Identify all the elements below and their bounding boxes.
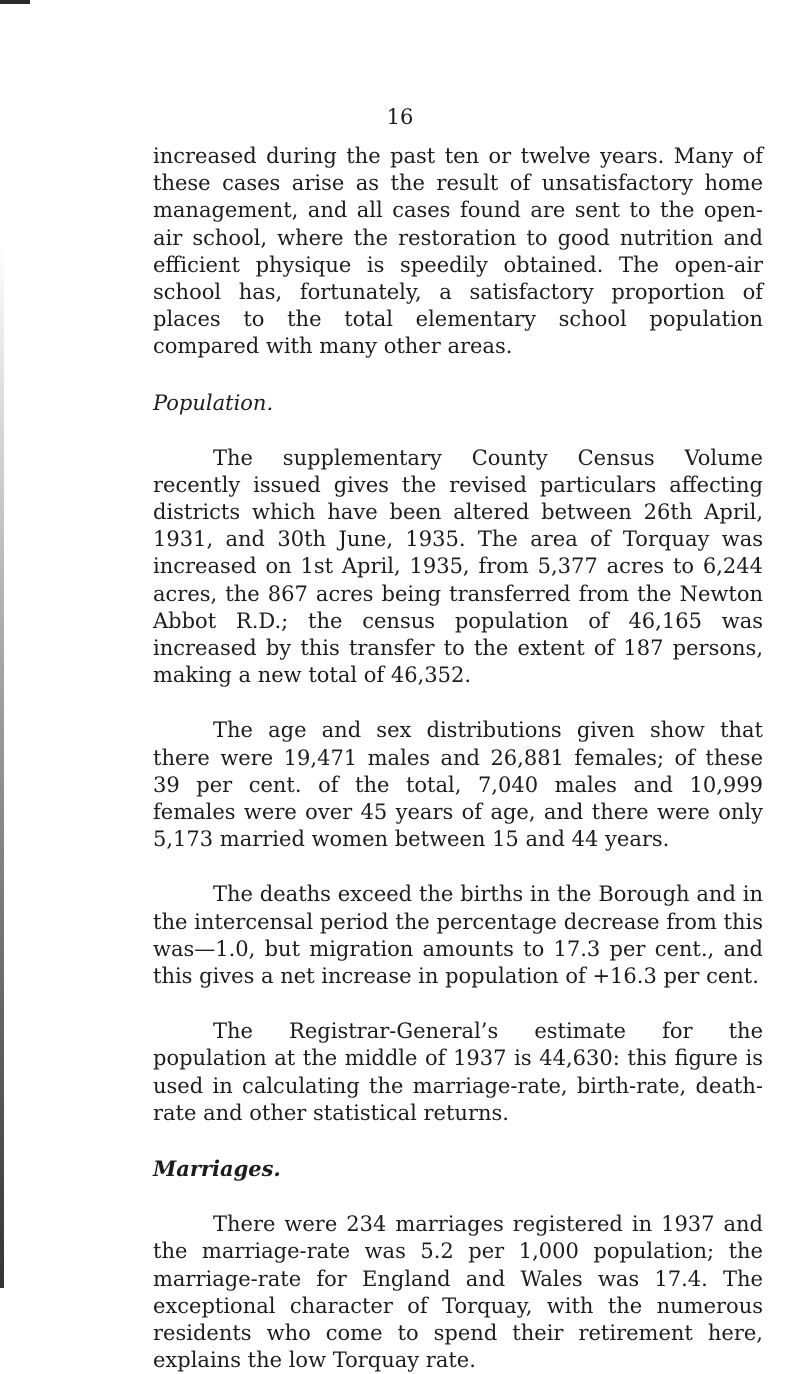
paragraph-deaths-births: The deaths exceed the births in the Borough and in the intercensal period the percentage decrease from this was—1.0, but migration amounts to 17.3 per cent., and this gives a net increase in population of +16.3 per cent. (153, 882, 763, 989)
paragraph-nutrition: increased during the past ten or twelve years. Many of these cases arise as the result of unsatisfactory home management, and all cases found are sent to the open-air school, where the restoration to good nutrition and efficient physique is speedily obtained. The open-air school has, fortunately, a satisfactory proportion of places to the total elementary school population compared with many other areas. (153, 144, 763, 359)
paragraph-age-sex: The age and sex distributions given show that there were 19,471 males and 26,881 females; of these 39 per cent. of the total, 7,040 males and 10,999 females were over 45 years of age, and there were only 5,173 married women between 15 and 44 years. (153, 718, 763, 852)
spacer (153, 417, 763, 445)
document-body (153, 143, 763, 1374)
section-heading-population: Population. (153, 390, 274, 415)
scan-edge-left (0, 240, 4, 1288)
paragraph-marriages: There were 234 marriages registered in 1937 and the marriage-rate was 5.2 per 1,000 population; the marriage-rate for England and Wales was 17.4. The exceptional character of Torquay, with the numerous residents who come to spend their retirement here, explains the low Torquay rate. (153, 1212, 763, 1373)
page-number: 16 (386, 105, 414, 129)
spacer (153, 361, 763, 389)
spacer (153, 689, 763, 717)
spacer (153, 853, 763, 881)
paragraph-census-volume: The supplementary County Census Volume recently issued gives the revised particulars affecting districts which have been altered between 26th April, 1931, and 30th June, 1935. The area of Torquay was increased on 1st April, 1935, from 5,377 acres to 6,244 acres, the 867 acres being transferred from the Newton Abbot R.D.; the census population of 46,165 was increased by this transfer to the extent of 187 persons, making a new total of 46,352. (153, 445, 763, 688)
section-heading-marriages: Marriages. (153, 1156, 281, 1182)
scan-edge-top (0, 0, 30, 4)
spacer (153, 990, 763, 1018)
spacer (153, 1127, 763, 1155)
spacer (153, 1183, 763, 1211)
paragraph-registrar-estimate: The Registrar-General’s estimate for the population at the middle of 1937 is 44,630: this figure is used in calculating the marriage-rate, birth-rate, death-rate and other statistical returns. (153, 1019, 763, 1125)
